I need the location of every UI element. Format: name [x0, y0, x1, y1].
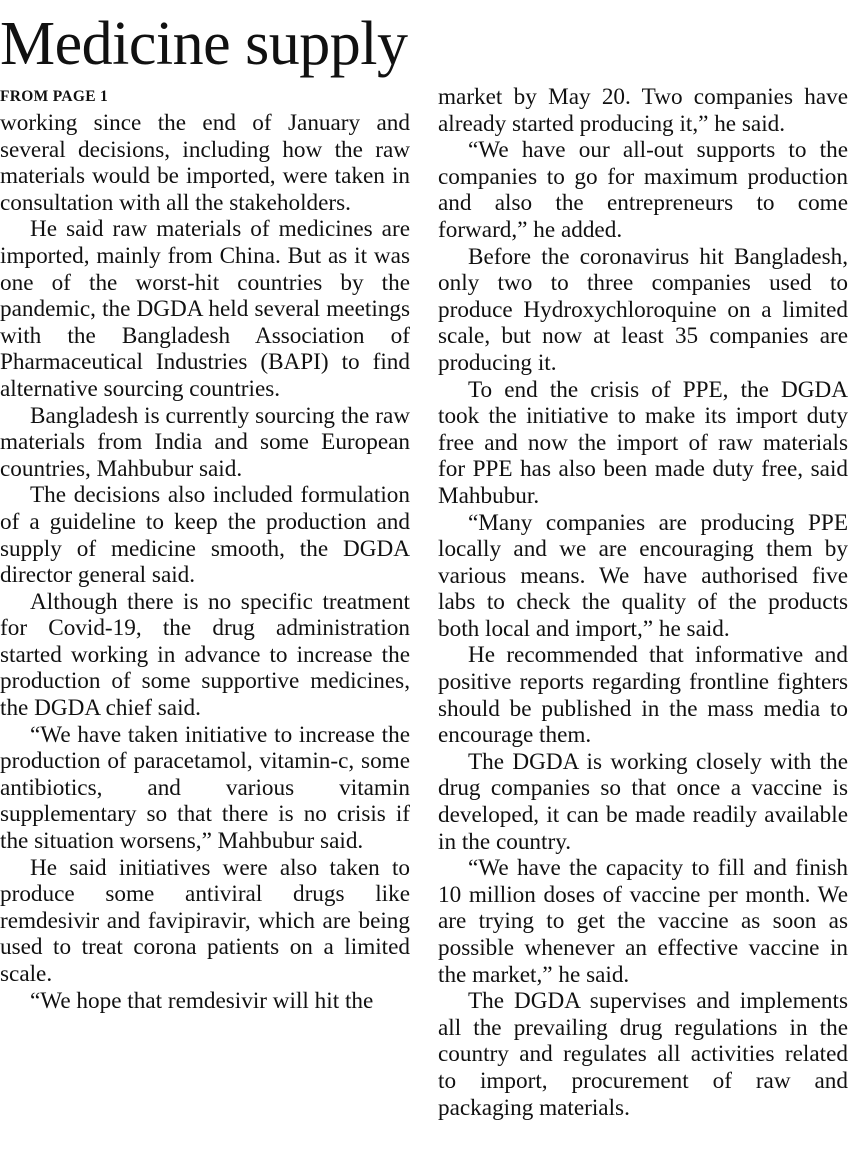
paragraph: The DGDA supervises and implements all the prevailing drug regulations in the country and regulates all activities related to import, procurement of raw and packaging materials.: [438, 988, 848, 1121]
paragraph: The DGDA is working closely with the drug companies so that once a vaccine is developed, it can be made readily available in the country.: [438, 748, 848, 855]
from-page-label: FROM PAGE 1: [0, 88, 109, 105]
paragraph: “Many companies are producing PPE locally and we are encouraging them by various means. We have authorised five labs to check the quality of the products both local and import,” he said.: [438, 509, 848, 642]
paragraph: “We have the capacity to fill and finish 10 million doses of vaccine per month. We are trying to get the vaccine as soon as possible whenever an effective vaccine in the market,” he said.: [438, 855, 848, 988]
paragraph: market by May 20. Two companies have already started producing it,” he said.: [438, 84, 848, 137]
paragraph: Bangladesh is currently sourcing the raw materials from India and some European countries, Mahbubur said.: [0, 402, 410, 482]
paragraph: “We hope that remdesivir will hit the: [30, 987, 374, 1014]
paragraph: Although there is no specific treatment for Covid-19, the drug administration started working in advance to increase the production of some supportive medicines, the DGDA chief said.: [0, 588, 410, 722]
paragraph: He said initiatives were also taken to produce some antiviral drugs like remdesivir and favipiravir, which are being used to treat corona patients on a limited scale.: [0, 854, 410, 987]
article-column-1: [0, 110, 410, 1014]
paragraph: He recommended that informative and positive reports regarding frontline fighters should be published in the mass media to encourage them.: [438, 642, 848, 749]
paragraph: Before the coronavirus hit Bangladesh, only two to three companies used to produce Hydroxychloroquine on a limited scale, but now at least 35 companies are producing it.: [438, 243, 848, 376]
paragraph: The decisions also included formulation of a guideline to keep the production and supply of medicine smooth, the DGDA director general said.: [0, 482, 410, 589]
headline: Medicine supply: [0, 10, 408, 78]
article-column-2: [438, 84, 848, 1121]
paragraph: He said raw materials of medicines are imported, mainly from China. But as it was one of the worst-hit countries by the pandemic, the DGDA held several meetings with the Bangladesh Association of Pharmaceutical Industries (BAPI) to find alternative sourcing countries.: [0, 216, 410, 402]
paragraph: working since the end of January and several decisions, including how the raw materials would be imported, were taken in consultation with all the stakeholders.: [0, 110, 410, 216]
paragraph: To end the crisis of PPE, the DGDA took the initiative to make its import duty free and now the import of raw materials for PPE has also been made duty free, said Mahbubur.: [438, 376, 848, 509]
paragraph: “We have taken initiative to increase the production of paracetamol, vitamin-c, some antibiotics, and various vitamin supplementary so that there is no crisis if the situation worsens,” Mahbubur said.: [0, 721, 410, 855]
paragraph: “We have our all-out supports to the companies to go for maximum production and also the entrepreneurs to come forward,” he added.: [438, 137, 848, 243]
